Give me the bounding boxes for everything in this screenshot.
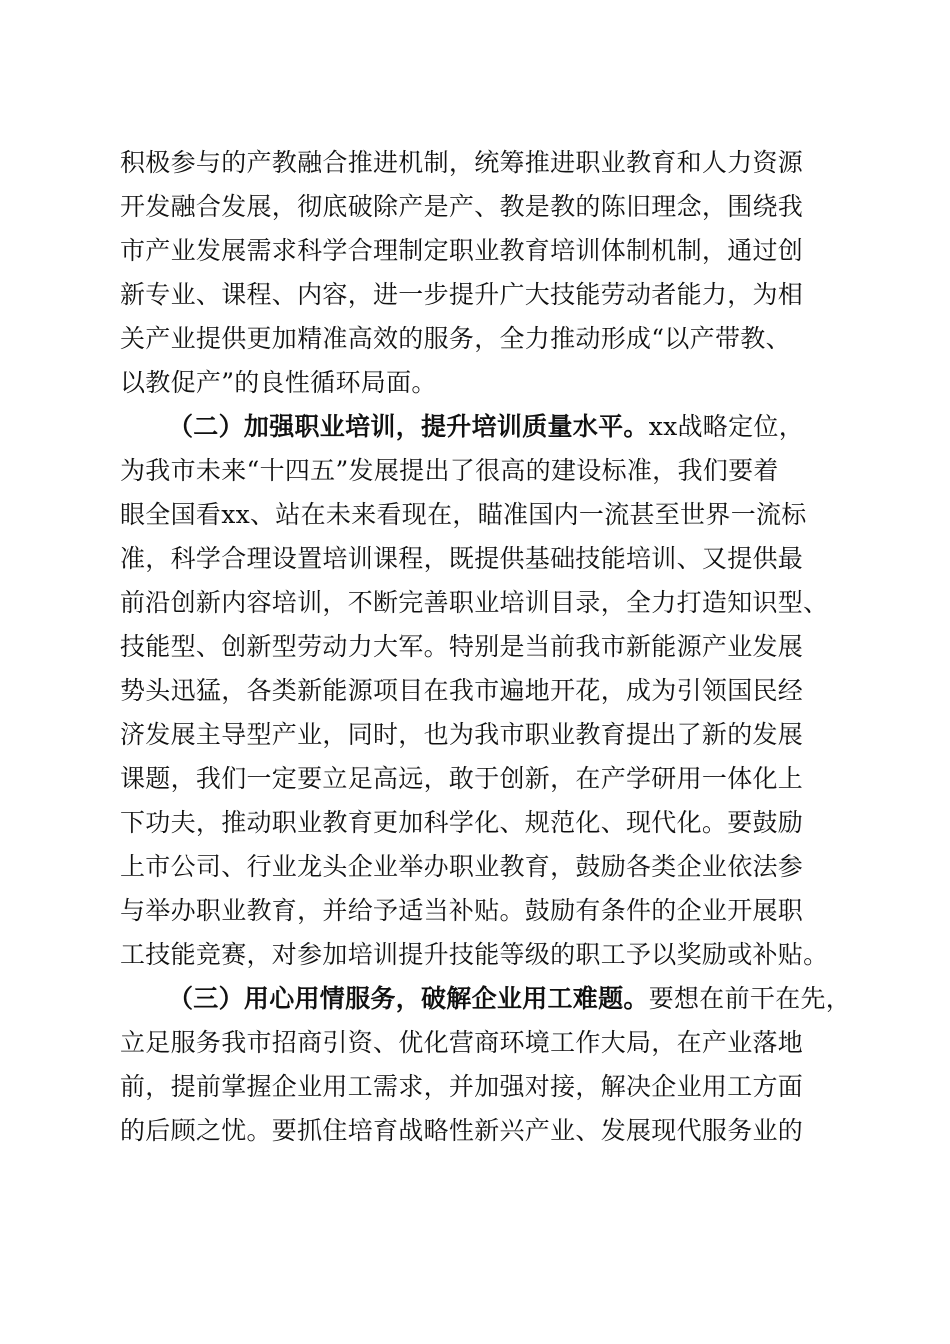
section-3-first-line-text: 要想在前干在先， xyxy=(648,984,852,1013)
text-line: 济发展主导型产业，同时，也为我市职业教育提出了新的发展 xyxy=(120,720,804,749)
text-line: 的后顾之忧。要抓住培育战略性新兴产业、发展现代服务业的 xyxy=(120,1116,804,1145)
paragraph-1 xyxy=(120,141,832,405)
section-2-heading: （二）加强职业培训，提升培训质量水平。 xyxy=(168,412,649,441)
paragraph-section-2 xyxy=(120,405,832,977)
section-2-first-line xyxy=(120,405,832,449)
text-line: 准，科学合理设置培训课程，既提供基础技能培训、又提供最 xyxy=(120,544,804,573)
text-line: 眼全国看xx、站在未来看现在，瞄准国内一流甚至世界一流标 xyxy=(120,500,807,529)
text-line: 市产业发展需求科学合理制定职业教育培训体制机制，通过创 xyxy=(120,236,804,265)
section-3-first-line xyxy=(120,977,852,1021)
paragraph-section-3 xyxy=(120,977,852,1153)
text-line: 为我市未来“十四五”发展提出了很高的建设标准，我们要着 xyxy=(120,456,779,485)
section-3-heading: （三）用心用情服务，破解企业用工难题。 xyxy=(168,984,649,1013)
text-line: 以教促产”的良性循环局面。 xyxy=(120,368,437,397)
text-line: 新专业、课程、内容，进一步提升广大技能劳动者能力，为相 xyxy=(120,280,804,309)
text-line: 与举办职业教育，并给予适当补贴。鼓励有条件的企业开展职 xyxy=(120,896,804,925)
text-line: 立足服务我市招商引资、优化营商环境工作大局，在产业落地 xyxy=(120,1028,804,1057)
text-line: 积极参与的产教融合推进机制，统筹推进职业教育和人力资源 xyxy=(120,148,804,177)
text-line: 开发融合发展，彻底破除产是产、教是教的陈旧理念，围绕我 xyxy=(120,192,804,221)
text-line: 势头迅猛，各类新能源项目在我市遍地开花，成为引领国民经 xyxy=(120,676,804,705)
text-line: 前，提前掌握企业用工需求，并加强对接，解决企业用工方面 xyxy=(120,1072,804,1101)
text-line: 技能型、创新型劳动力大军。特别是当前我市新能源产业发展 xyxy=(120,632,804,661)
text-line: 下功夫，推动职业教育更加科学化、规范化、现代化。要鼓励 xyxy=(120,808,804,837)
text-line: 上市公司、行业龙头企业举办职业教育，鼓励各类企业依法参 xyxy=(120,852,804,881)
text-line: 课题，我们一定要立足高远，敢于创新，在产学研用一体化上 xyxy=(120,764,804,793)
document-body xyxy=(120,141,852,1153)
text-line: 关产业提供更加精准高效的服务，全力推动形成“以产带教、 xyxy=(120,324,791,353)
text-line: 前沿创新内容培训，不断完善职业培训目录，全力打造知识型、 xyxy=(120,588,829,617)
text-line: 工技能竞赛，对参加培训提升技能等级的职工予以奖励或补贴。 xyxy=(120,940,829,969)
section-2-first-line-text: xx战略定位， xyxy=(648,412,805,441)
